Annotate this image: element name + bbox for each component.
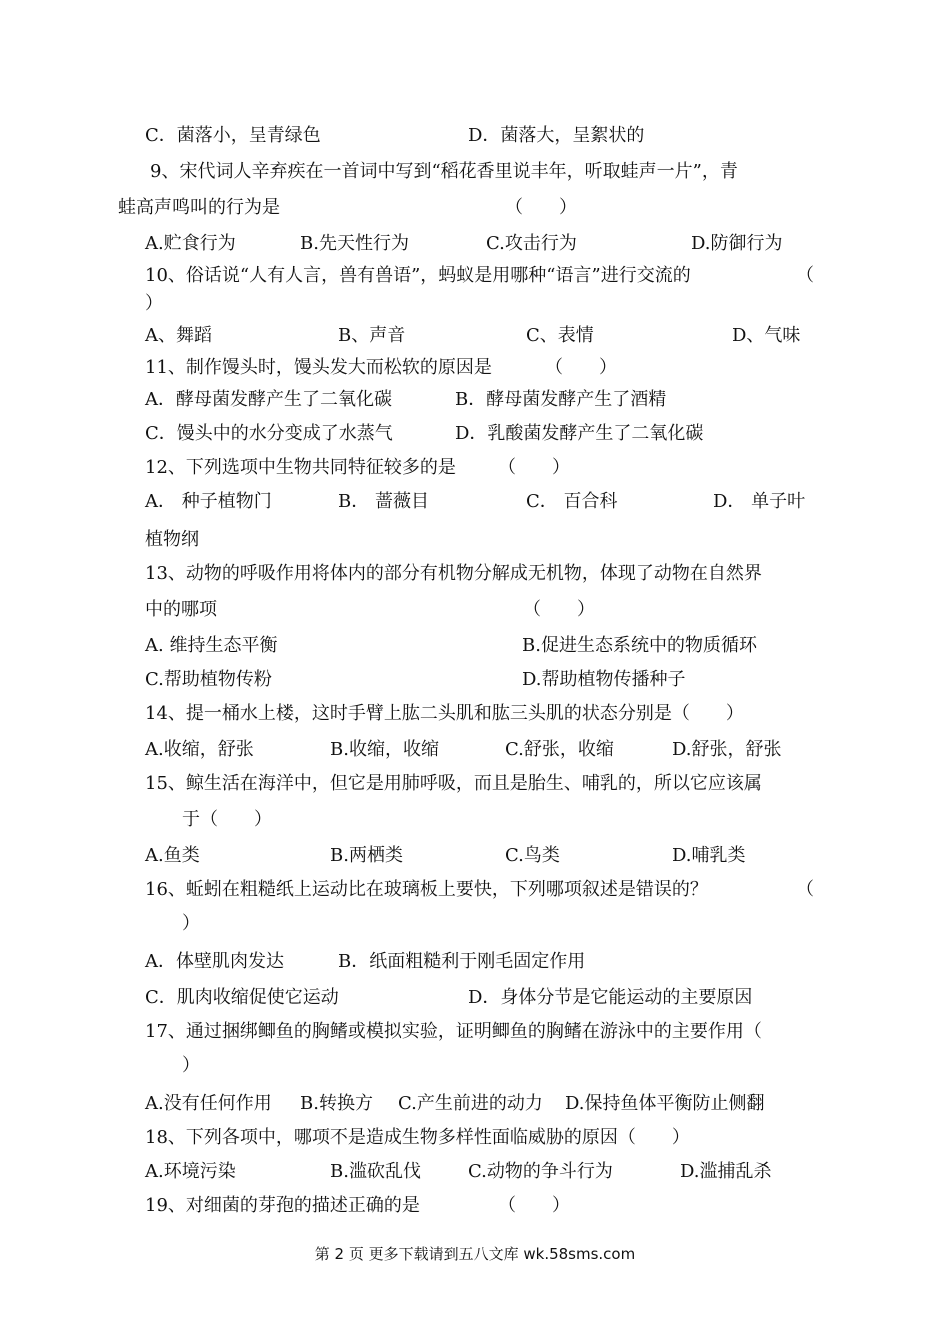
q17-paren-close: ）: [182, 1055, 200, 1076]
q18-option-a: A.环境污染: [145, 1161, 236, 1182]
q9-option-d: D.防御行为: [691, 233, 783, 254]
q10-paren-close: ）: [145, 293, 163, 314]
q18-option-c: C.动物的争斗行为: [468, 1161, 613, 1182]
q19-answer-paren: （ ）: [498, 1195, 570, 1216]
q12-option-b: B． 蔷薇目: [338, 491, 429, 512]
q13-answer-paren: （ ）: [523, 599, 595, 620]
q13-option-a: A. 维持生态平衡: [145, 635, 278, 656]
q11-answer-paren: （ ）: [545, 357, 617, 378]
q13-stem-text-2: 中的哪项: [145, 599, 217, 620]
q16-option-c: C．肌肉收缩促使它运动: [145, 987, 339, 1008]
q16-option-b: B．纸面粗糙利于刚毛固定作用: [338, 951, 586, 972]
q15-option-c: C.鸟类: [505, 845, 560, 866]
q12-answer-paren: （ ）: [498, 457, 570, 478]
q12-stem-text: 12、下列选项中生物共同特征较多的是: [145, 457, 456, 478]
q14-option-d: D.舒张，舒张: [672, 739, 782, 760]
q13-option-c: C.帮助植物传粉: [145, 669, 272, 690]
q18-option-b: B.滥砍乱伐: [330, 1161, 421, 1182]
q13-stem-text: 13、动物的呼吸作用将体内的部分有机物分解成无机物，体现了动物在自然界: [145, 563, 762, 584]
q14-option-b: B.收缩，收缩: [330, 739, 439, 760]
q18-option-d: D.滥捕乱杀: [680, 1161, 772, 1182]
q11-stem-text: 11、制作馒头时，馒头发大而松软的原因是: [145, 357, 492, 378]
q9-stem-text-2: 蛙高声鸣叫的行为是: [118, 197, 280, 218]
q17-option-c: C.产生前进的动力: [398, 1093, 543, 1114]
q10-option-d: D、气味: [732, 325, 801, 346]
q10-stem-text: 10、俗话说“人有人言，兽有兽语”，蚂蚁是用哪种“语言”进行交流的: [145, 265, 691, 286]
q16-option-d: D．身体分节是它能运动的主要原因: [468, 987, 753, 1008]
q11-option-a: A．酵母菌发酵产生了二氧化碳: [145, 389, 392, 410]
q11-option-d: D．乳酸菌发酵产生了二氧化碳: [455, 423, 704, 444]
q12-option-d-text-2: 植物纲: [145, 529, 199, 550]
q17-option-a: A.没有任何作用: [145, 1093, 272, 1114]
q10-option-b: B、声音: [338, 325, 406, 346]
q13-option-d: D.帮助植物传播种子: [522, 669, 686, 690]
q17-option-b: B.转换方: [300, 1093, 373, 1114]
q18-stem-text: 18、下列各项中，哪项不是造成生物多样性面临威胁的原因（ ）: [145, 1127, 690, 1148]
q15-option-d: D.哺乳类: [672, 845, 746, 866]
q15-stem-text: 15、鲸生活在海洋中，但它是用肺呼吸，而且是胎生、哺乳的，所以它应该属: [145, 773, 762, 794]
q12-option-c: C． 百合科: [526, 491, 618, 512]
q14-option-c: C.舒张，收缩: [505, 739, 614, 760]
q11-option-c: C．馒头中的水分变成了水蒸气: [145, 423, 393, 444]
q12-option-a: A． 种子植物门: [145, 491, 272, 512]
q16-option-a: A．体壁肌肉发达: [145, 951, 284, 972]
q9-answer-paren: （ ）: [505, 197, 577, 218]
q19-stem-text: 19、对细菌的芽孢的描述正确的是: [145, 1195, 420, 1216]
q10-option-c: C、表情: [526, 325, 594, 346]
q15-option-a: A.鱼类: [145, 845, 200, 866]
q15-option-b: B.两栖类: [330, 845, 403, 866]
page-footer: 第 2 页 更多下载请到五八文库 wk.58sms.com: [314, 1245, 636, 1263]
q9-option-a: A.贮食行为: [145, 233, 236, 254]
q10-paren-open: （: [796, 265, 814, 286]
q14-option-a: A.收缩，舒张: [145, 739, 254, 760]
q8-option-d: D．菌落大，呈絮状的: [468, 125, 645, 146]
q16-stem-text: 16、蚯蚓在粗糙纸上运动比在玻璃板上要快，下列哪项叙述是错误的？: [145, 879, 708, 900]
q9-option-b: B.先天性行为: [300, 233, 409, 254]
q12-option-d: D． 单子叶: [713, 491, 806, 512]
q9-option-c: C.攻击行为: [486, 233, 577, 254]
q17-option-d: D.保持鱼体平衡防止侧翻: [565, 1093, 765, 1114]
q9-stem-text: 9、宋代词人辛弃疾在一首词中写到“稻花香里说丰年，听取蛙声一片”，青: [150, 161, 738, 182]
q11-option-b: B．酵母菌发酵产生了酒精: [455, 389, 667, 410]
q14-stem-text: 14、提一桶水上楼，这时手臂上肱二头肌和肱三头肌的状态分别是（ ）: [145, 703, 744, 724]
q8-option-c: C．菌落小，呈青绿色: [145, 125, 321, 146]
q13-option-b: B.促进生态系统中的物质循环: [522, 635, 757, 656]
q16-paren-open: （: [796, 879, 814, 900]
q10-option-a: A、舞蹈: [145, 325, 212, 346]
q15-stem-text-2: 于（ ）: [182, 809, 272, 830]
q16-paren-close: ）: [182, 913, 200, 934]
q17-stem-text: 17、通过捆绑鲫鱼的胸鳍或模拟实验，证明鲫鱼的胸鳍在游泳中的主要作用（: [145, 1021, 762, 1042]
